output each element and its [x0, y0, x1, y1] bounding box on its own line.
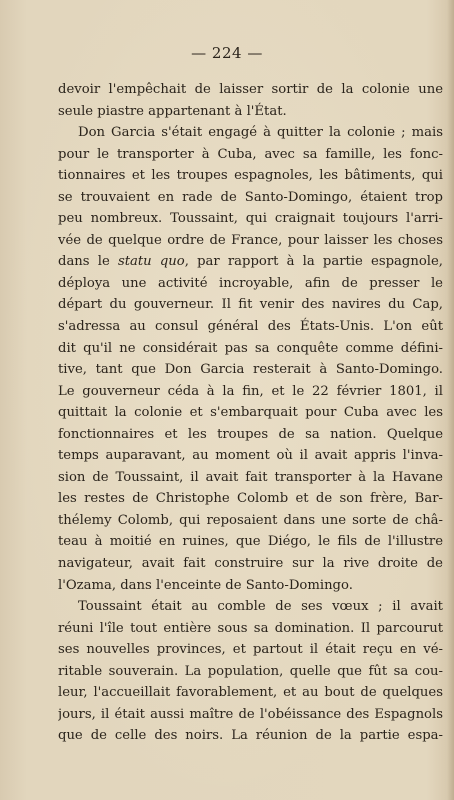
body-text — [58, 79, 443, 747]
text-line: se trouvaient en rade de Santo-Domingo, étaient trop — [58, 189, 443, 205]
text-line: s'adressa au consul général des États-Unis. L'on eût — [58, 319, 443, 335]
paragraph — [58, 596, 443, 747]
text-line: jours, il était aussi maître de l'obéissance des Espagnols — [58, 706, 443, 722]
text-line: leur, l'accueillait favorablement, et au bout de quelques — [58, 685, 443, 701]
text-line: tive, tant que Don Garcia resterait à Santo-Domingo. — [58, 362, 443, 378]
paragraph — [58, 79, 443, 122]
paragraph — [58, 122, 443, 596]
text-line: fonctionnaires et les troupes de sa nation. Quelque — [58, 426, 443, 442]
text-line: navigateur, avait fait construire sur la rive droite de — [58, 556, 443, 572]
text-line: Toussaint était au comble de ses vœux ; il avait — [78, 599, 443, 615]
page-number: — 224 — — [191, 44, 263, 62]
text-line: peu nombreux. Toussaint, qui craignait toujours l'arri- — [58, 211, 443, 227]
text-line: devoir l'empêchait de laisser sortir de la colonie une — [58, 82, 443, 97]
text-line: thélemy Colomb, qui reposaient dans une sorte de châ- — [58, 512, 443, 528]
text-line: réuni l'île tout entière sous sa domination. Il parcourut — [58, 620, 443, 636]
text-line: que de celle des noirs. La réunion de la partie espa- — [58, 728, 443, 744]
text-line: teau à moitié en ruines, que Diégo, le fils de l'illustre — [58, 534, 443, 550]
text-line: temps auparavant, au moment où il avait appris l'inva- — [58, 448, 443, 464]
text-line: l'Ozama, dans l'enceinte de Santo-Domingo. — [58, 577, 353, 593]
text-line: déploya une activité incroyable, afin de presser le — [58, 275, 443, 291]
text-line: dans le statu quo, par rapport à la partie espagnole, — [58, 254, 443, 270]
text-line: Le gouverneur céda à la fin, et le 22 février 1801, il — [58, 383, 443, 399]
text-line: ritable souverain. La population, quelle que fût sa cou- — [58, 663, 443, 679]
text-line: quittait la colonie et s'embarquait pour Cuba avec les — [58, 405, 443, 421]
text-line: dit qu'il ne considérait pas sa conquête comme défini- — [58, 340, 443, 356]
text-line: vée de quelque ordre de France, pour laisser les choses — [58, 232, 443, 248]
text-line: sion de Toussaint, il avait fait transporter à la Havane — [58, 469, 443, 485]
text-line: départ du gouverneur. Il fit venir des navires du Cap, — [58, 297, 443, 313]
text-line: Don Garcia s'était engagé à quitter la colonie ; mais — [78, 125, 443, 141]
text-line: pour le transporter à Cuba, avec sa famille, les fonc- — [58, 146, 443, 162]
text-line: les restes de Christophe Colomb et de son frère, Bar- — [58, 491, 443, 507]
text-line: ses nouvelles provinces, et partout il était reçu en vé- — [58, 642, 443, 658]
text-line: seule piastre appartenant à l'État. — [58, 103, 287, 119]
text-line: tionnaires et les troupes espagnoles, les bâtiments, qui — [58, 168, 443, 184]
